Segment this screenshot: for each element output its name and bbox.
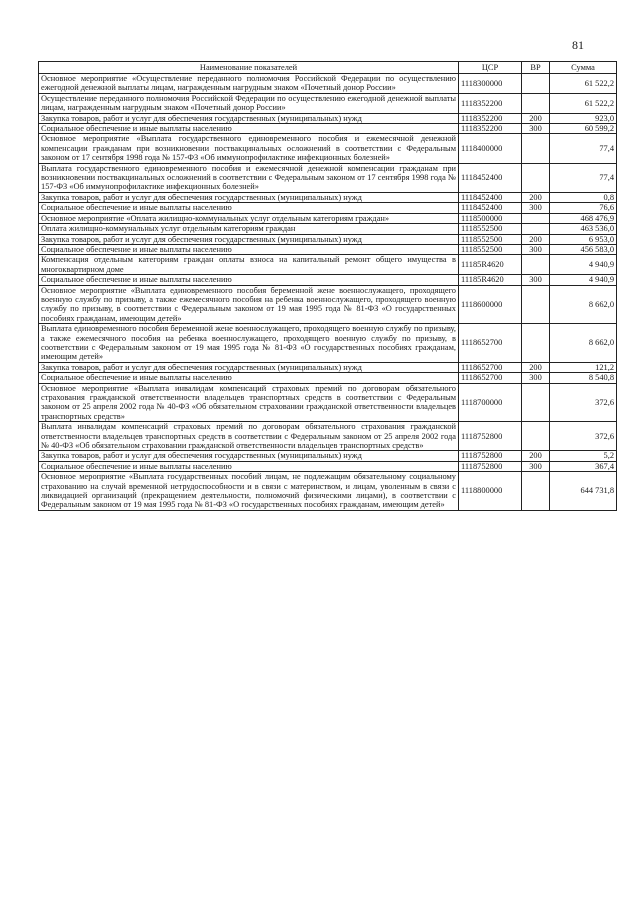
table-row: [39, 113, 617, 123]
row-name: Закупка товаров, работ и услуг для обеспечения государственных (муниципальных) нужд: [39, 192, 459, 202]
row-code: 1118800000: [459, 472, 522, 511]
table-row: [39, 234, 617, 244]
row-code: 1118600000: [459, 285, 522, 324]
row-name: Закупка товаров, работ и услуг для обеспечения государственных (муниципальных) нужд: [39, 234, 459, 244]
row-vr: [522, 93, 550, 113]
row-code: 11185R4620: [459, 275, 522, 285]
row-vr: [522, 224, 550, 234]
row-sum: 4 940,9: [550, 275, 617, 285]
row-vr: 300: [522, 203, 550, 213]
table-row: [39, 451, 617, 461]
row-name: Закупка товаров, работ и услуг для обеспечения государственных (муниципальных) нужд: [39, 451, 459, 461]
row-code: 1118352200: [459, 124, 522, 134]
page-number: 81: [572, 38, 584, 52]
row-vr: [522, 422, 550, 451]
row-name: Основное мероприятие «Осуществление переданного полномочия Российской Федерации по осуществлению ежегодной денежной выплаты лицам, награжденным нагрудным знаком «Почетный донор России»: [39, 74, 459, 94]
row-vr: [522, 383, 550, 422]
table-row: [39, 224, 617, 234]
row-name: Основное мероприятие «Оплата жилищно-коммунальных услуг отдельным категориям граждан»: [39, 213, 459, 223]
budget-table: [38, 61, 617, 511]
row-name: Выплата единовременного пособия беременной жене военнослужащего, проходящего военную службу по призыву, а также ежемесячного пособия на ребенка военнослужащего, проходящего военную службу по призыву, в соответствии с Федеральным законом от 19 мая 1995 года № 81-ФЗ «О государственных пособиях гражданам, имеющим детей»: [39, 324, 459, 363]
row-name: Закупка товаров, работ и услуг для обеспечения государственных (муниципальных) нужд: [39, 113, 459, 123]
row-vr: 300: [522, 275, 550, 285]
table-row: [39, 192, 617, 202]
row-vr: [522, 134, 550, 163]
row-name: Основное мероприятие «Выплата государственного единовременного пособия и ежемесячной денежной компенсации гражданам при возникновении поствакцинальных осложнений в соответствии с Федеральным законом от 17 сентября 1998 года № 157-ФЗ «Об иммунопрофилактике инфекционных болезней»: [39, 134, 459, 163]
row-code: 1118452400: [459, 203, 522, 213]
row-code: 1118752800: [459, 451, 522, 461]
row-name: Осуществление переданного полномочия Российской Федерации по осуществлению ежегодной денежной выплаты лицам, награжденным нагрудным знаком «Почетный донор России»: [39, 93, 459, 113]
header-name: Наименование показателей: [39, 62, 459, 74]
row-sum: 77,4: [550, 134, 617, 163]
table-row: [39, 255, 617, 275]
row-vr: [522, 255, 550, 275]
row-sum: 923,0: [550, 113, 617, 123]
row-vr: [522, 74, 550, 94]
row-sum: 61 522,2: [550, 74, 617, 94]
row-name: Социальное обеспечение и иные выплаты населению: [39, 203, 459, 213]
header-sum: Сумма: [550, 62, 617, 74]
table-header: [39, 62, 617, 74]
row-name: Социальное обеспечение и иные выплаты населению: [39, 461, 459, 471]
row-sum: 77,4: [550, 163, 617, 192]
row-vr: [522, 285, 550, 324]
table-row: [39, 213, 617, 223]
table-row: [39, 134, 617, 163]
row-vr: [522, 213, 550, 223]
row-code: 1118652700: [459, 324, 522, 363]
table-row: [39, 275, 617, 285]
row-code: 1118400000: [459, 134, 522, 163]
row-sum: 4 940,9: [550, 255, 617, 275]
row-vr: 200: [522, 234, 550, 244]
row-code: 1118752800: [459, 422, 522, 451]
row-name: Основное мероприятие «Выплата инвалидам компенсаций страховых премий по договорам обязательного страхования гражданской ответственности владельцев транспортных средств в соответствии с Федеральным законом от 25 апреля 2002 года № 40-ФЗ «Об обязательном страховании гражданской ответственности владельцев транспортных средств»: [39, 383, 459, 422]
row-code: 1118552500: [459, 244, 522, 254]
table-row: [39, 373, 617, 383]
table-row: [39, 203, 617, 213]
row-vr: [522, 163, 550, 192]
row-name: Выплата государственного единовременного пособия и ежемесячной денежной компенсации гражданам при возникновении поствакцинальных осложнений в соответствии с Федеральным законом от 17 сентября 1998 года № 157-ФЗ «Об иммунопрофилактике инфекционных болезней»: [39, 163, 459, 192]
row-sum: 468 476,9: [550, 213, 617, 223]
row-code: 1118552500: [459, 234, 522, 244]
row-name: Закупка товаров, работ и услуг для обеспечения государственных (муниципальных) нужд: [39, 362, 459, 372]
table-row: [39, 124, 617, 134]
header-row: [39, 62, 617, 74]
row-name: Оплата жилищно-коммунальных услуг отдельным категориям граждан: [39, 224, 459, 234]
row-sum: 372,6: [550, 383, 617, 422]
row-vr: 300: [522, 244, 550, 254]
row-name: Основное мероприятие «Выплата государственных пособий лицам, не подлежащим обязательному социальному страхованию на случай временной нетрудоспособности и в связи с материнством, и лицам, уволенным в связи с ликвидацией организаций (прекращением деятельности, полномочий физическими лицами), в соответствии с Федеральным законом от 19 мая 1995 года № 81-ФЗ «О государственных пособиях гражданам, имеющим детей»: [39, 472, 459, 511]
row-vr: 200: [522, 362, 550, 372]
row-sum: 60 599,2: [550, 124, 617, 134]
row-code: 1118352200: [459, 93, 522, 113]
table-row: [39, 324, 617, 363]
table-row: [39, 285, 617, 324]
row-sum: 61 522,2: [550, 93, 617, 113]
row-name: Социальное обеспечение и иные выплаты населению: [39, 124, 459, 134]
table-row: [39, 163, 617, 192]
row-name: Основное мероприятие «Выплата единовременного пособия беременной жене военнослужащего, проходящего военную службу по призыву, а также ежемесячного пособия на ребенка военнослужащего, проходящего военную службу по призыву, в соответствии с Федеральным законом от 19 мая 1995 года № 81-ФЗ «О государственных пособиях гражданам, имеющим детей»: [39, 285, 459, 324]
row-name: Социальное обеспечение и иные выплаты населению: [39, 244, 459, 254]
table-row: [39, 93, 617, 113]
row-vr: 300: [522, 124, 550, 134]
table-row: [39, 362, 617, 372]
row-sum: 367,4: [550, 461, 617, 471]
row-code: 11185R4620: [459, 255, 522, 275]
row-sum: 6 953,0: [550, 234, 617, 244]
table-row: [39, 472, 617, 511]
row-vr: 300: [522, 461, 550, 471]
row-code: 1118500000: [459, 213, 522, 223]
row-sum: 76,6: [550, 203, 617, 213]
row-vr: 200: [522, 113, 550, 123]
row-code: 1118552500: [459, 224, 522, 234]
table-row: [39, 244, 617, 254]
row-code: 1118352200: [459, 113, 522, 123]
table-row: [39, 461, 617, 471]
row-code: 1118300000: [459, 74, 522, 94]
row-code: 1118652700: [459, 373, 522, 383]
row-name: Компенсация отдельным категориям граждан оплаты взноса на капитальный ремонт общего имущества в многоквартирном доме: [39, 255, 459, 275]
row-name: Социальное обеспечение и иные выплаты населению: [39, 373, 459, 383]
table-body: [39, 74, 617, 511]
row-sum: 8 662,0: [550, 285, 617, 324]
row-vr: 200: [522, 192, 550, 202]
row-vr: 300: [522, 373, 550, 383]
row-vr: 200: [522, 451, 550, 461]
row-sum: 8 662,0: [550, 324, 617, 363]
row-vr: [522, 472, 550, 511]
row-code: 1118452400: [459, 192, 522, 202]
row-sum: 8 540,8: [550, 373, 617, 383]
header-vr: ВР: [522, 62, 550, 74]
row-vr: [522, 324, 550, 363]
row-code: 1118752800: [459, 461, 522, 471]
table-row: [39, 74, 617, 94]
row-sum: 0,8: [550, 192, 617, 202]
header-code: ЦСР: [459, 62, 522, 74]
row-code: 1118700000: [459, 383, 522, 422]
table-row: [39, 422, 617, 451]
row-name: Социальное обеспечение и иные выплаты населению: [39, 275, 459, 285]
row-name: Выплата инвалидам компенсаций страховых премий по договорам обязательного страхования гражданской ответственности владельцев транспортных средств в соответствии с Федеральным законом от 25 апреля 2002 года № 40-ФЗ «Об обязательном страховании гражданской ответственности владельцев транспортных средств»: [39, 422, 459, 451]
row-sum: 5,2: [550, 451, 617, 461]
row-sum: 372,6: [550, 422, 617, 451]
row-code: 1118452400: [459, 163, 522, 192]
row-code: 1118652700: [459, 362, 522, 372]
row-sum: 463 536,0: [550, 224, 617, 234]
table-row: [39, 383, 617, 422]
row-sum: 644 731,8: [550, 472, 617, 511]
row-sum: 121,2: [550, 362, 617, 372]
row-sum: 456 583,0: [550, 244, 617, 254]
